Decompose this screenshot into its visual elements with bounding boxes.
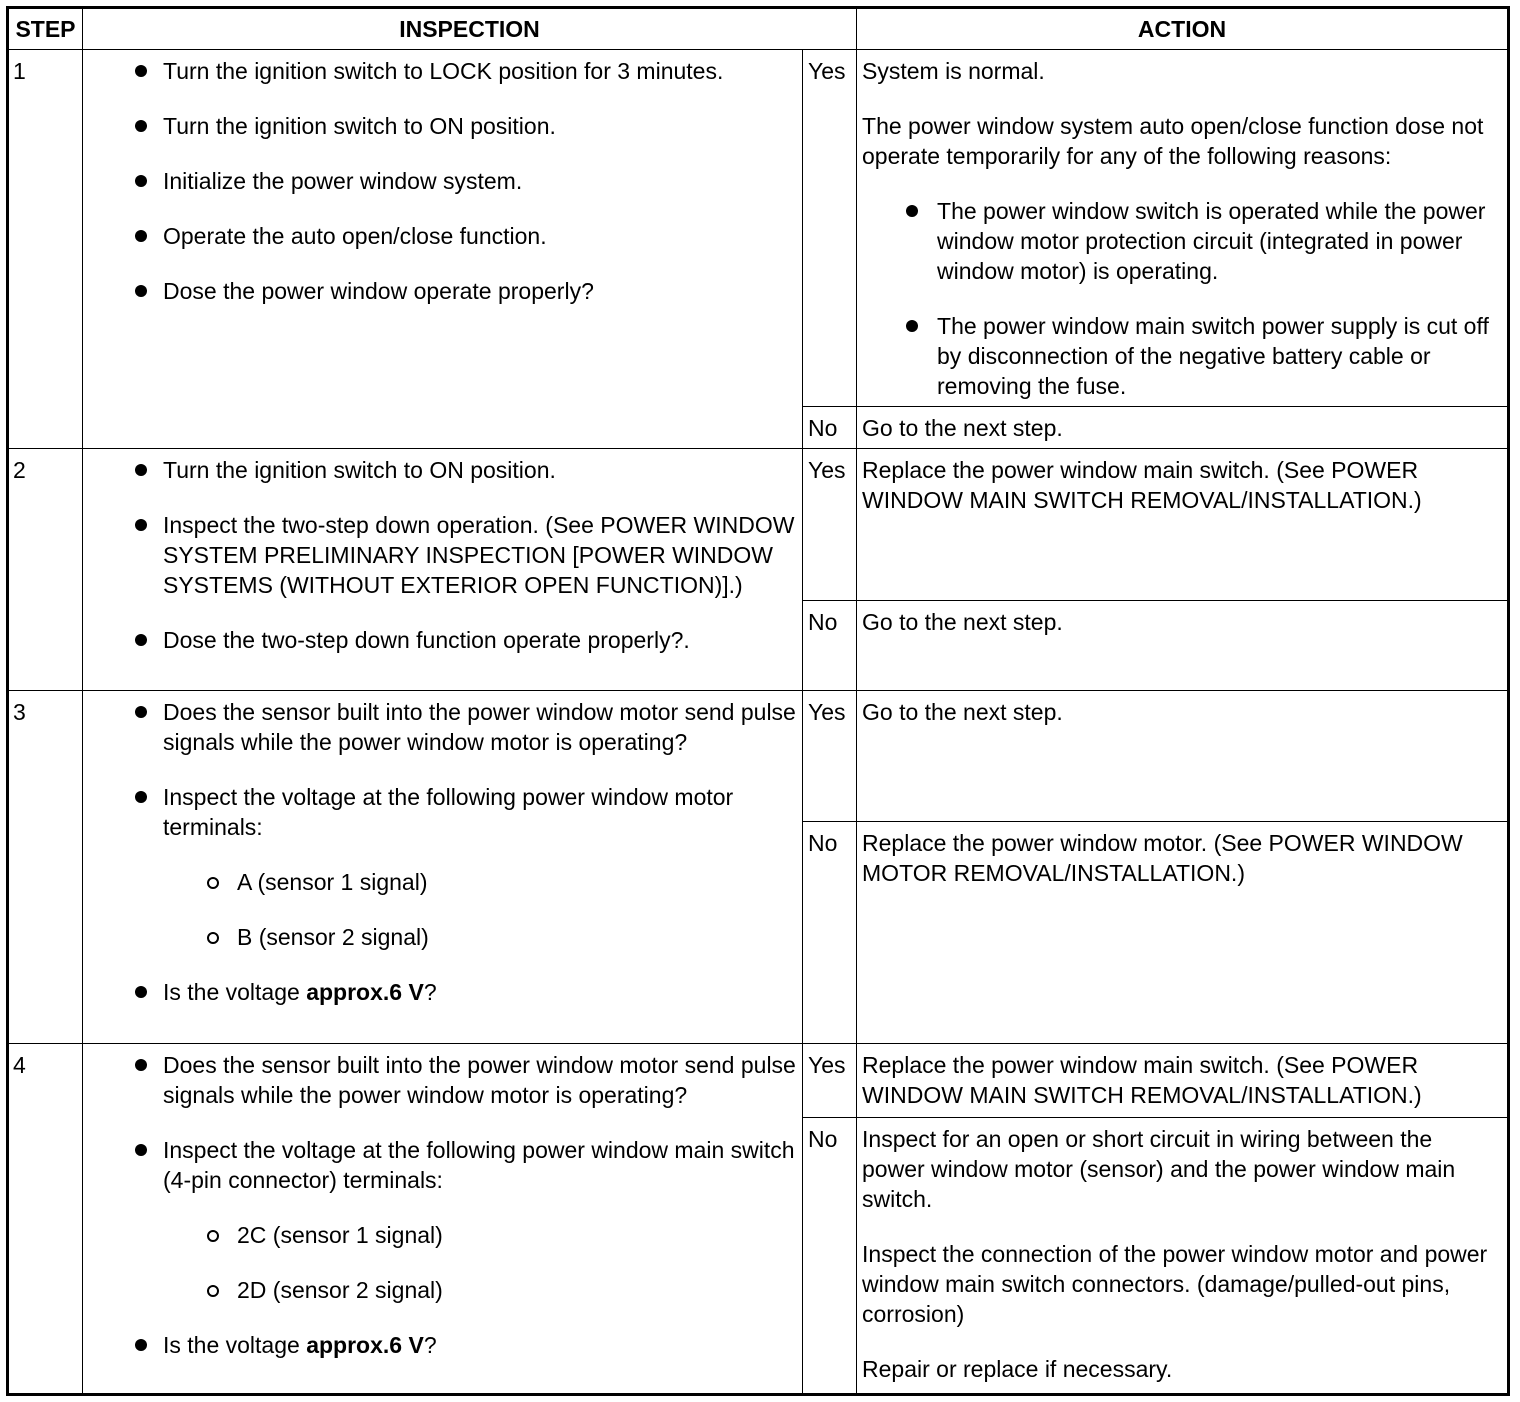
step-header: STEP [8,8,83,50]
action-text: The power window system auto open/close function dose not operate temporarily for any of the following reasons: [862,113,1484,170]
inspection-bullet: Turn the ignition switch to ON position. [83,455,802,485]
step-2-yes-action: Replace the power window main switch. (See POWER WINDOW MAIN SWITCH REMOVAL/INSTALLATION.) [857,449,1509,601]
inspection-bullet [83,1135,802,1305]
action-header: ACTION [857,8,1509,50]
inspection-sub-bullet [83,1220,802,1250]
no-label: No [803,821,857,1043]
troubleshooting-table [6,6,1510,1396]
inspection-bullet [83,977,802,1007]
action-text: Inspect the connection of the power window motor and power window main switch connectors. (damage/pulled-out pins, corrosion) [862,1240,1488,1327]
voltage-question-prefix: Is the voltage [163,979,307,1006]
inspection-bullet: Turn the ignition switch to LOCK position for 3 minutes. [83,56,802,86]
sub-bullet-text: A (sensor 1 signal) [237,869,428,896]
inspection-bullet-text: Inspect the voltage at the following power window motor terminals: [163,784,734,841]
step-1-yes-row [8,50,1509,407]
sub-bullet-text: B (sensor 2 signal) [237,924,429,951]
step-4-yes-action: Replace the power window main switch. (See POWER WINDOW MAIN SWITCH REMOVAL/INSTALLATION.) [857,1043,1509,1117]
inspection-sub-bullet [83,867,802,897]
yes-label: Yes [803,1043,857,1117]
inspection-bullet: Dose the power window operate properly? [83,276,802,306]
inspection-bullet: Dose the two-step down function operate properly?. [83,625,802,655]
step-1-inspection [83,50,803,449]
sub-bullet-text: 2D (sensor 2 signal) [237,1276,443,1303]
step-number: 2 [8,449,83,691]
inspection-bullet: Operate the auto open/close function. [83,221,802,251]
inspection-header: INSPECTION [83,8,857,50]
yes-label: Yes [803,50,857,407]
voltage-question-prefix: Is the voltage [163,1331,307,1358]
inspection-bullet: Does the sensor built into the power window motor send pulse signals while the power window motor is operating? [83,697,802,757]
action-text: Inspect for an open or short circuit in wiring between the power window motor (sensor) and the power window main switch. [862,1125,1456,1212]
inspection-bullet: Turn the ignition switch to ON position. [83,111,802,141]
inspection-sub-bullet [83,1275,802,1305]
inspection-bullet [83,782,802,952]
no-label: No [803,601,857,691]
step-number: 1 [8,50,83,449]
voltage-question-suffix: ? [423,1331,437,1358]
action-bullet: The power window switch is operated while the power window motor protection circuit (integrated in power window motor) is operating. [862,196,1501,286]
inspection-bullet: Does the sensor built into the power window motor send pulse signals while the power window motor is operating? [83,1050,802,1110]
step-4-inspection [83,1043,803,1394]
step-2-inspection [83,449,803,691]
step-3-inspection [83,691,803,1043]
inspection-bullet: Initialize the power window system. [83,166,802,196]
step-1-no-action: Go to the next step. [857,407,1509,449]
step-number: 4 [8,1043,83,1394]
step-number: 3 [8,691,83,1043]
step-1-yes-action [857,50,1509,407]
header-row [8,8,1509,50]
voltage-value: approx.6 V [306,979,424,1006]
inspection-bullet [83,1330,802,1360]
no-label: No [803,407,857,449]
no-label: No [803,1117,857,1394]
step-4-no-action [857,1117,1509,1394]
yes-label: Yes [803,691,857,821]
inspection-bullet: Inspect the two-step down operation. (See POWER WINDOW SYSTEM PRELIMINARY INSPECTION [POWER WINDOW SYSTEMS (WITHOUT EXTERIOR OPEN FUNCTION)].) [83,510,802,600]
action-text: System is normal. [862,58,1045,85]
step-3-yes-row [8,691,1509,821]
action-bullet: The power window main switch power supply is cut off by disconnection of the negative battery cable or removing the fuse. [862,311,1501,401]
sub-bullet-text: 2C (sensor 1 signal) [237,1221,443,1248]
action-text: Repair or replace if necessary. [862,1355,1173,1382]
step-2-yes-row [8,449,1509,601]
voltage-value: approx.6 V [306,1331,424,1358]
yes-label: Yes [803,449,857,601]
step-4-yes-row [8,1043,1509,1117]
voltage-question-suffix: ? [423,979,437,1006]
step-3-yes-action: Go to the next step. [857,691,1509,821]
step-2-no-action: Go to the next step. [857,601,1509,691]
inspection-sub-bullet [83,922,802,952]
step-3-no-action: Replace the power window motor. (See POWER WINDOW MOTOR REMOVAL/INSTALLATION.) [857,821,1509,1043]
inspection-bullet-text: Inspect the voltage at the following power window main switch (4-pin connector) terminals: [163,1136,795,1193]
